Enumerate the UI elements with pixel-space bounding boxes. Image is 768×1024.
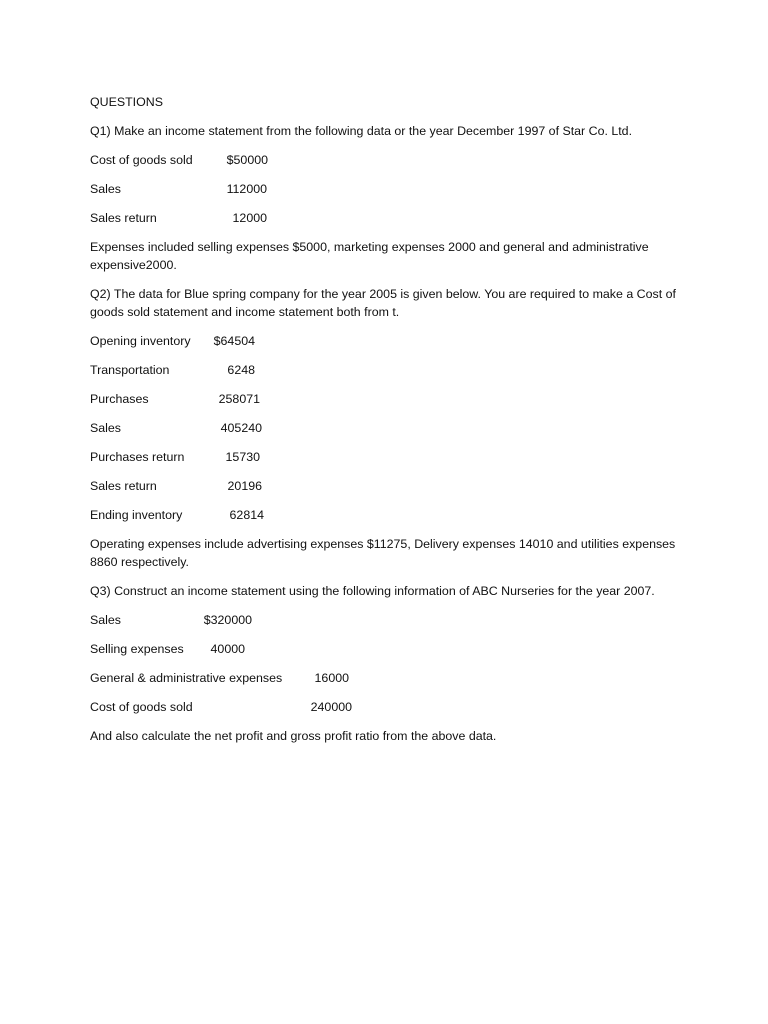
- q1-item-label: Sales return: [90, 211, 157, 225]
- q2-item-value: 62814: [229, 508, 264, 522]
- q2-item-label: Purchases return: [90, 450, 185, 464]
- q1-item-row: [90, 151, 690, 169]
- q2-item-value: 258071: [218, 392, 260, 406]
- q1-item-row: [90, 180, 690, 198]
- q2-item-value: 20196: [227, 479, 262, 493]
- q2-item-value: 6248: [227, 363, 255, 377]
- q3-note: And also calculate the net profit and gross profit ratio from the above data.: [90, 729, 497, 743]
- questions-content: [90, 93, 690, 756]
- q3-item-label: Cost of goods sold: [90, 700, 193, 714]
- page-heading: QUESTIONS: [90, 95, 163, 109]
- q2-item-row: [90, 477, 690, 495]
- q1-item-label: Sales: [90, 182, 121, 196]
- q2-item-label: Opening inventory: [90, 334, 191, 348]
- q2-item-value: 405240: [220, 421, 262, 435]
- q3-item-row: [90, 640, 690, 658]
- q2-item-row: [90, 448, 690, 466]
- q3-item-row: [90, 698, 690, 716]
- q1-note: Expenses included selling expenses $5000, marketing expenses 2000 and general and administrative expensive2000.: [90, 240, 649, 272]
- q3-item-row: [90, 611, 690, 629]
- q2-prompt: Q2) The data for Blue spring company for the year 2005 is given below. You are required to make a Cost of goods sold statement and income statement both from t.: [90, 287, 676, 319]
- q3-item-value: $320000: [203, 613, 252, 627]
- q2-item-value: $64504: [213, 334, 255, 348]
- q3-item-label: Sales: [90, 613, 121, 627]
- q1-item-value: $50000: [226, 153, 268, 167]
- q3-item-label: General & administrative expenses: [90, 671, 283, 685]
- q3-item-row: [90, 669, 690, 687]
- q2-item-label: Transportation: [90, 363, 170, 377]
- q2-note: Operating expenses include advertising expenses $11275, Delivery expenses 14010 and utilities expenses 8860 respectively.: [90, 537, 676, 569]
- q1-prompt: Q1) Make an income statement from the following data or the year December 1997 of Star Co. Ltd.: [90, 124, 633, 138]
- q2-item-row: [90, 361, 690, 379]
- q3-item-label: Selling expenses: [90, 642, 184, 656]
- q1-item-value: 112000: [226, 182, 267, 196]
- q2-item-label: Sales: [90, 421, 121, 435]
- q1-item-row: [90, 209, 690, 227]
- q2-item-row: [90, 419, 690, 437]
- q2-item-row: [90, 390, 690, 408]
- q3-prompt: Q3) Construct an income statement using the following information of ABC Nurseries for the year 2007.: [90, 584, 655, 598]
- q1-item-value: 12000: [232, 211, 267, 225]
- q3-item-value: 16000: [314, 671, 349, 685]
- q3-item-value: 40000: [210, 642, 245, 656]
- q2-item-value: 15730: [225, 450, 260, 464]
- q1-item-label: Cost of goods sold: [90, 153, 193, 167]
- q2-item-label: Purchases: [90, 392, 149, 406]
- q2-item-label: Sales return: [90, 479, 157, 493]
- q2-item-row: [90, 506, 690, 524]
- q2-item-row: [90, 332, 690, 350]
- q2-item-label: Ending inventory: [90, 508, 183, 522]
- q3-item-value: 240000: [310, 700, 352, 714]
